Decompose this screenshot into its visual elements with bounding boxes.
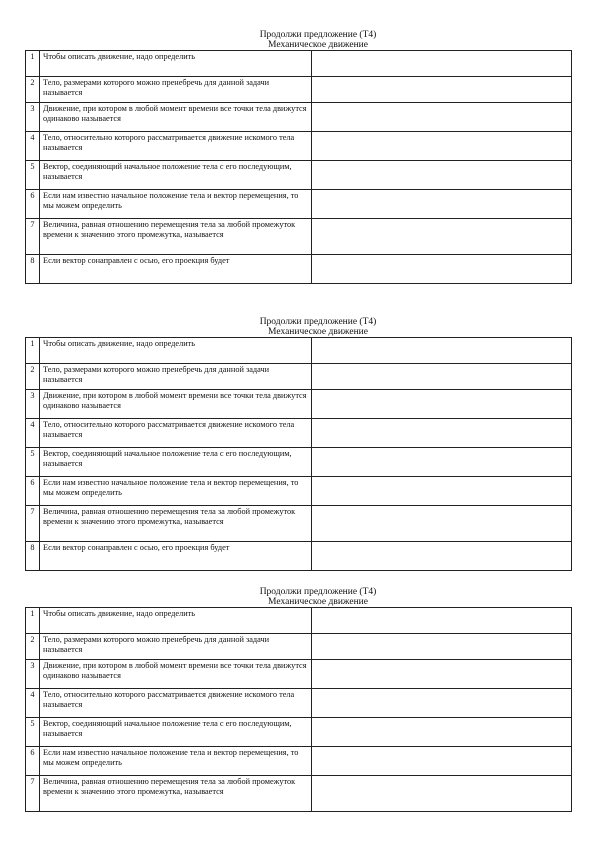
answer-cell[interactable] (312, 161, 572, 190)
question-text: Тело, относительно которого рассматривается движение искомого тела называется (40, 419, 312, 448)
table-row (26, 477, 572, 506)
table-row (26, 364, 572, 390)
answer-cell[interactable] (312, 776, 572, 812)
row-number: 4 (26, 419, 40, 448)
answer-cell[interactable] (312, 77, 572, 103)
answer-cell[interactable] (312, 608, 572, 634)
answer-cell[interactable] (312, 718, 572, 747)
question-text: Если вектор сонаправлен с осью, его проекция будет (40, 542, 312, 571)
worksheet-subtitle: Механическое движение (268, 597, 368, 607)
worksheet-title: Продолжи предложение (Т4) (259, 317, 377, 327)
worksheet-1 (25, 30, 571, 284)
question-text: Движение, при котором в любой момент времени все точки тела движутся одинаково называется (40, 390, 312, 419)
question-table (25, 607, 572, 812)
question-text: Движение, при котором в любой момент времени все точки тела движутся одинаково называется (40, 103, 312, 132)
row-number: 3 (26, 660, 40, 689)
table-row (26, 419, 572, 448)
table-row (26, 219, 572, 255)
question-text: Если нам известно начальное положение тела и вектор перемещения, то мы можем определить (40, 190, 312, 219)
row-number: 1 (26, 608, 40, 634)
table-row (26, 390, 572, 419)
answer-cell[interactable] (312, 51, 572, 77)
question-text: Вектор, соединяющий начальное положение тела с его последующим, называется (40, 448, 312, 477)
row-number: 6 (26, 190, 40, 219)
row-number: 6 (26, 477, 40, 506)
worksheet-subtitle: Механическое движение (268, 40, 368, 50)
table-row (26, 51, 572, 77)
question-text: Тело, размерами которого можно пренебречь для данной задачи называется (40, 634, 312, 660)
worksheet-2 (25, 317, 571, 571)
answer-cell[interactable] (312, 542, 572, 571)
question-text: Тело, относительно которого рассматривается движение искомого тела называется (40, 689, 312, 718)
row-number: 4 (26, 132, 40, 161)
row-number: 1 (26, 338, 40, 364)
row-number: 2 (26, 364, 40, 390)
row-number: 2 (26, 634, 40, 660)
row-number: 8 (26, 255, 40, 284)
question-text: Величина, равная отношению перемещения тела за любой промежуток времени к значению этого промежутка, называется (40, 776, 312, 812)
answer-cell[interactable] (312, 255, 572, 284)
row-number: 1 (26, 51, 40, 77)
question-text: Если нам известно начальное положение тела и вектор перемещения, то мы можем определить (40, 477, 312, 506)
row-number: 6 (26, 747, 40, 776)
question-table (25, 50, 572, 284)
table-row (26, 448, 572, 477)
question-text: Величина, равная отношению перемещения тела за любой промежуток времени к значению этого промежутка, называется (40, 219, 312, 255)
row-number: 5 (26, 718, 40, 747)
table-row (26, 161, 572, 190)
worksheet-title: Продолжи предложение (Т4) (259, 30, 377, 40)
question-text: Чтобы описать движение, надо определить (40, 608, 312, 634)
question-text: Чтобы описать движение, надо определить (40, 338, 312, 364)
worksheet-title: Продолжи предложение (Т4) (259, 587, 377, 597)
table-row (26, 103, 572, 132)
row-number: 7 (26, 776, 40, 812)
worksheet-subtitle: Механическое движение (268, 327, 368, 337)
answer-cell[interactable] (312, 219, 572, 255)
answer-cell[interactable] (312, 747, 572, 776)
row-number: 2 (26, 77, 40, 103)
row-number: 5 (26, 448, 40, 477)
table-row (26, 338, 572, 364)
row-number: 5 (26, 161, 40, 190)
answer-cell[interactable] (312, 390, 572, 419)
table-row (26, 77, 572, 103)
answer-cell[interactable] (312, 190, 572, 219)
answer-cell[interactable] (312, 338, 572, 364)
row-number: 8 (26, 542, 40, 571)
question-text: Тело, размерами которого можно пренебречь для данной задачи называется (40, 77, 312, 103)
question-table (25, 337, 572, 571)
table-row (26, 718, 572, 747)
table-row (26, 255, 572, 284)
table-row (26, 506, 572, 542)
table-row (26, 660, 572, 689)
table-row (26, 689, 572, 718)
table-row (26, 747, 572, 776)
answer-cell[interactable] (312, 132, 572, 161)
answer-cell[interactable] (312, 103, 572, 132)
question-text: Тело, относительно которого рассматривается движение искомого тела называется (40, 132, 312, 161)
answer-cell[interactable] (312, 364, 572, 390)
table-row (26, 542, 572, 571)
answer-cell[interactable] (312, 477, 572, 506)
answer-cell[interactable] (312, 634, 572, 660)
row-number: 7 (26, 506, 40, 542)
question-text: Вектор, соединяющий начальное положение тела с его последующим, называется (40, 161, 312, 190)
question-text: Если вектор сонаправлен с осью, его проекция будет (40, 255, 312, 284)
table-row (26, 776, 572, 812)
row-number: 7 (26, 219, 40, 255)
table-row (26, 634, 572, 660)
answer-cell[interactable] (312, 506, 572, 542)
row-number: 3 (26, 103, 40, 132)
question-text: Тело, размерами которого можно пренебречь для данной задачи называется (40, 364, 312, 390)
question-text: Чтобы описать движение, надо определить (40, 51, 312, 77)
question-text: Движение, при котором в любой момент времени все точки тела движутся одинаково называется (40, 660, 312, 689)
answer-cell[interactable] (312, 419, 572, 448)
worksheet-3 (25, 587, 571, 812)
table-row (26, 132, 572, 161)
table-row (26, 190, 572, 219)
row-number: 4 (26, 689, 40, 718)
question-text: Величина, равная отношению перемещения тела за любой промежуток времени к значению этого промежутка, называется (40, 506, 312, 542)
question-text: Если нам известно начальное положение тела и вектор перемещения, то мы можем определить (40, 747, 312, 776)
table-row (26, 608, 572, 634)
answer-cell[interactable] (312, 448, 572, 477)
answer-cell[interactable] (312, 689, 572, 718)
row-number: 3 (26, 390, 40, 419)
answer-cell[interactable] (312, 660, 572, 689)
question-text: Вектор, соединяющий начальное положение тела с его последующим, называется (40, 718, 312, 747)
